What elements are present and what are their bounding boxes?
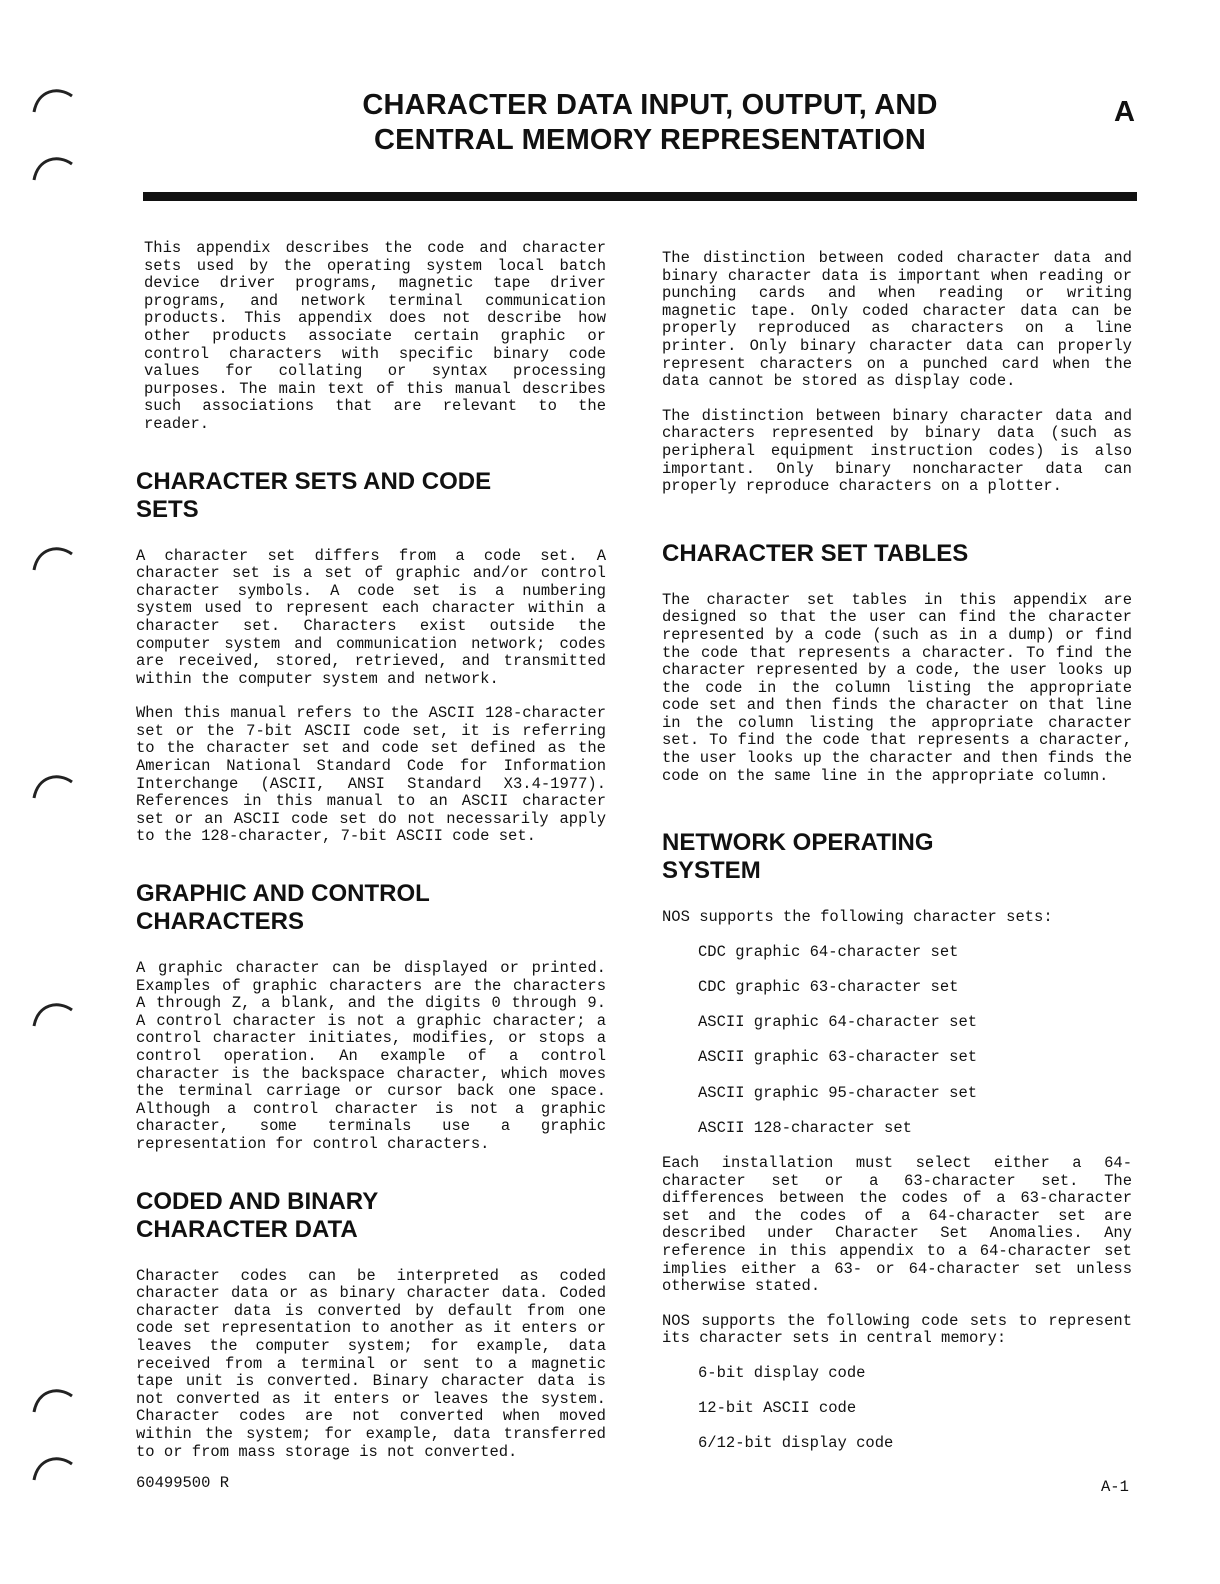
page-title-line-1: CHARACTER DATA INPUT, OUTPUT, AND xyxy=(362,89,938,121)
heading-line: NETWORK OPERATING xyxy=(662,829,934,857)
list-item: CDC graphic 63-character set xyxy=(698,978,959,997)
paragraph: Character codes can be interpreted as coded character data or as binary character data. Coded character data is converted by default from one code set representation to another as it enters or leaves the computer system; for example, data received from a terminal or sent to a magnetic tape unit is converted. Binary character data is not converted as it enters or leaves the system. Character codes are not converted when moved within the system; for example, data transferred to or from mass storage is not converted. xyxy=(136,1266,606,1461)
section-heading-graphic-control xyxy=(136,880,606,936)
list-item: CDC graphic 64-character set xyxy=(698,942,959,961)
list-item: ASCII graphic 63-character set xyxy=(698,1048,978,1067)
list-item: ASCII graphic 64-character set xyxy=(698,1013,978,1032)
heading-line: SYSTEM xyxy=(662,857,761,885)
paragraph: NOS supports the following character sets: xyxy=(662,908,1053,927)
paragraph: NOS supports the following code sets to represent its character sets in central memory: xyxy=(662,1311,1132,1348)
page-title xyxy=(300,88,1000,158)
heading-line: CHARACTER SETS AND CODE xyxy=(136,467,492,495)
paragraph: The character set tables in this appendix are designed so that the user can find the character represented by a code (such as in a dump) or find the code that represents a character. To find the character represented by a code, the user looks up the code in the column listing the appropriate code set and then finds the character on that line in the column listing the appropriate character set. To find the code that represents a character, the user looks up the character and then finds the code on the same line in the appropriate column. xyxy=(662,590,1132,785)
paragraph: When this manual refers to the ASCII 128-character set or the 7-bit ASCII code set, it is referring to the character set and code set defined as the American National Standard Code for Information Interchange (ASCII, ANSI Standard X3.4-1977). References in this manual to an ASCII character set or an ASCII code set do not necessarily apply to the 128-character, 7-bit ASCII code set. xyxy=(136,704,606,846)
left-column xyxy=(136,240,606,1478)
document-number: 60499500 R xyxy=(136,1474,230,1492)
list-item: 6-bit display code xyxy=(698,1363,866,1382)
binder-hole-mark xyxy=(26,152,76,202)
page-title-line-2: CENTRAL MEMORY REPRESENTATION xyxy=(374,124,926,156)
heading-line: GRAPHIC AND CONTROL xyxy=(136,880,430,908)
list-item: ASCII 128-character set xyxy=(698,1118,912,1137)
section-heading-character-set-tables xyxy=(662,540,1132,568)
section-heading-network-operating-system xyxy=(662,829,1132,885)
list-item: ASCII graphic 95-character set xyxy=(698,1083,978,1102)
binder-hole-mark xyxy=(26,542,76,592)
appendix-letter: A xyxy=(1114,96,1135,128)
heading-line: CHARACTER SET TABLES xyxy=(662,539,969,567)
binder-hole-mark xyxy=(26,770,76,820)
section-heading-character-sets xyxy=(136,468,606,524)
paragraph: A character set differs from a code set. A character set is a set of graphic and/or control character symbols. A code set is a numbering system used to represent each character within a character set. Characters exist outside the computer system and communication network; codes are received, stored, retrieved, and transmitted within the computer system and network. xyxy=(136,546,606,688)
right-column xyxy=(662,250,1132,1470)
paragraph: The distinction between coded character data and binary character data is important when reading or punching cards and when reading or writing magnetic tape. Only coded character data can be properly reproduced as characters on a line printer. Only binary character data can properly represent characters on a punched card when the data cannot be stored as display code. xyxy=(662,249,1132,391)
intro-paragraph: This appendix describes the code and character sets used by the operating system local batch device driver programs, magnetic tape driver programs, and network terminal communication products. This appendix does not describe how other products associate certain graphic or control characters with specific binary code values for collating or syntax processing purposes. The main text of this manual describes such associations that are relevant to the reader. xyxy=(144,239,606,433)
binder-hole-mark xyxy=(26,84,76,134)
heading-line: CHARACTERS xyxy=(136,908,304,936)
heading-line: CODED AND BINARY xyxy=(136,1187,379,1215)
binder-hole-mark xyxy=(26,998,76,1048)
list-item: 12-bit ASCII code xyxy=(698,1399,857,1418)
binder-hole-mark xyxy=(26,1452,76,1502)
paragraph: The distinction between binary character data and characters represented by binary data (such as peripheral equipment instruction codes) is also important. Only binary noncharacter data can properly reproduce characters on a plotter. xyxy=(662,406,1132,496)
paragraph: A graphic character can be displayed or printed. Examples of graphic characters are the characters A through Z, a blank, and the digits 0 through 9. A control character is not a graphic character; a control character initiates, modifies, or stops a control operation. An example of a control character is the backspace character, which moves the terminal carriage or cursor back one space. Although a control character is not a graphic character, some terminals use a graphic representation for control characters. xyxy=(136,959,606,1153)
heading-line: CHARACTER DATA xyxy=(136,1215,358,1243)
section-heading-coded-binary xyxy=(136,1188,606,1244)
page-number: A-1 xyxy=(1101,1478,1129,1496)
heading-line: SETS xyxy=(136,495,199,523)
binder-hole-mark xyxy=(26,1384,76,1434)
paragraph: Each installation must select either a 64-character set or a 63-character set. The differences between the codes of a 63-character set and the codes of a 64-character set are described under Character Set Anomalies. Any reference in this appendix to a 64-character set implies either a 63- or 64-character set unless otherwise stated. xyxy=(662,1153,1132,1296)
list-item: 6/12-bit display code xyxy=(698,1434,894,1453)
title-rule xyxy=(143,192,1137,201)
